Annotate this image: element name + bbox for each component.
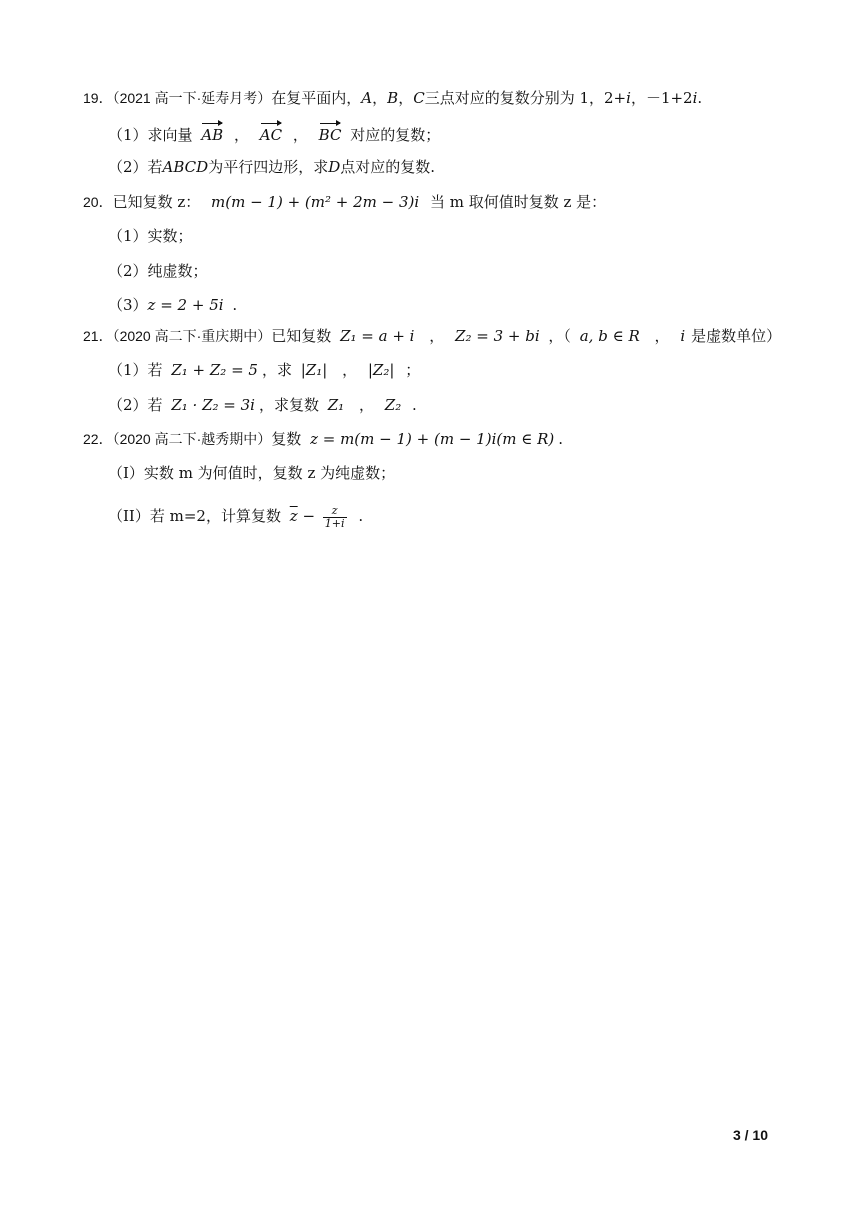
formula: Z₁ = a + i <box>340 327 415 345</box>
part-label: （2）若 <box>108 158 163 176</box>
formula: a, b ∈ R <box>579 327 640 345</box>
stem-text: 是虚数单位） <box>691 327 782 345</box>
stem-text: ，－1+2 <box>630 89 693 107</box>
stem-text: . <box>697 89 703 107</box>
separator: ， <box>398 89 414 107</box>
stem-text: 复数 <box>271 430 302 448</box>
imag-unit: i <box>626 89 631 107</box>
imag-unit: i <box>692 89 698 107</box>
formula: z = 2 + 5i <box>147 296 224 314</box>
question-number: 22． <box>83 431 113 447</box>
part-label: （3） <box>108 296 148 314</box>
vector-bc: BC <box>319 123 342 145</box>
formula: Z₁ <box>327 396 345 414</box>
fraction <box>323 505 347 530</box>
point-c: C <box>413 89 425 107</box>
question-20-part-1: （1）实数； <box>108 227 193 245</box>
formula: Z₂ = 3 + bi <box>455 327 540 345</box>
part-text: 为平行四边形，求 <box>208 158 329 176</box>
separator: ， <box>372 89 388 107</box>
part-text: 点对应的复数. <box>340 158 436 176</box>
question-number: 20． <box>83 194 113 210</box>
part-text: 对应的复数； <box>350 126 441 144</box>
question-22-stem <box>83 429 563 449</box>
formula: Z₂ <box>384 396 402 414</box>
part-text: . <box>232 296 238 314</box>
formula: Z₁ · Z₂ = 3i <box>171 396 255 414</box>
question-21-stem: 21．（2020 高二下·重庆期中）已知复数 Z₁ = a + i ， Z₂ = 3 + bi ，（ a, b ∈ R ， i 是虚数单位） <box>83 327 782 345</box>
point-a: A <box>361 89 373 107</box>
question-20-part-2: （2）纯虚数； <box>108 262 208 280</box>
question-source: （2021 高一下·延寿月考） <box>112 90 272 106</box>
part-text: ，求复数 <box>258 396 319 414</box>
question-source: （2020 高二下·重庆期中） <box>112 328 272 344</box>
conjugate-z: $\overline{z}$ <box>289 507 298 525</box>
question-19-part-1: （1）求向量 AB ， AC ， BC 对应的复数； <box>108 123 440 145</box>
question-20-stem <box>83 192 606 212</box>
quadrilateral-name: ABCD <box>162 158 209 176</box>
question-22-part-1: （I）实数 m 为何值时，复数 z 为纯虚数； <box>108 464 396 482</box>
stem-text: 三点对应的复数分别为 1，2+ <box>424 89 627 107</box>
formula: |Z₂| <box>367 361 395 379</box>
question-19-stem <box>83 88 702 108</box>
vector-ac: AC <box>260 123 282 145</box>
part-label: （2）若 <box>108 396 163 414</box>
operator: − <box>302 507 316 525</box>
page-number: 3 / 10 <box>732 1127 768 1143</box>
question-21-part-2: （2）若 Z₁ · Z₂ = 3i ，求复数 Z₁ ， Z₂ . <box>108 396 417 414</box>
formula: Z₁ + Z₂ = 5 <box>171 361 258 379</box>
stem-text: 已知复数 z： <box>112 193 201 211</box>
question-22-part-2 <box>108 501 363 531</box>
point-b: B <box>387 89 399 107</box>
point-d: D <box>328 158 341 176</box>
stem-text: 在复平面内， <box>271 89 362 107</box>
fraction-denominator: 1+i <box>324 516 345 530</box>
part-label: （1）若 <box>108 361 163 379</box>
formula: m(m − 1) + (m² + 2m − 3)i <box>211 193 420 211</box>
question-20-part-3 <box>108 295 237 315</box>
question-19-part-2 <box>108 157 435 177</box>
part-label: （II）若 m=2，计算复数 <box>108 507 281 525</box>
part-text: . <box>358 507 364 525</box>
imag-unit: i <box>680 327 686 345</box>
stem-text: . <box>558 430 564 448</box>
part-text: ，求 <box>261 361 292 379</box>
stem-text: 已知复数 <box>271 327 332 345</box>
formula: |Z₁| <box>300 361 328 379</box>
question-number: 21． <box>83 328 113 344</box>
stem-text: 当 m 取何值时复数 z 是： <box>429 193 607 211</box>
part-label: （1）求向量 <box>108 126 193 144</box>
question-source: （2020 高二下·越秀期中） <box>112 431 272 447</box>
formula: z = m(m − 1) + (m − 1)i(m ∈ R) <box>310 430 555 448</box>
question-21-part-1: （1）若 Z₁ + Z₂ = 5 ，求 |Z₁| ， |Z₂| ； <box>108 361 421 379</box>
vector-ab: AB <box>201 123 223 145</box>
question-number: 19． <box>83 90 113 106</box>
fraction-numerator: z <box>331 503 338 517</box>
